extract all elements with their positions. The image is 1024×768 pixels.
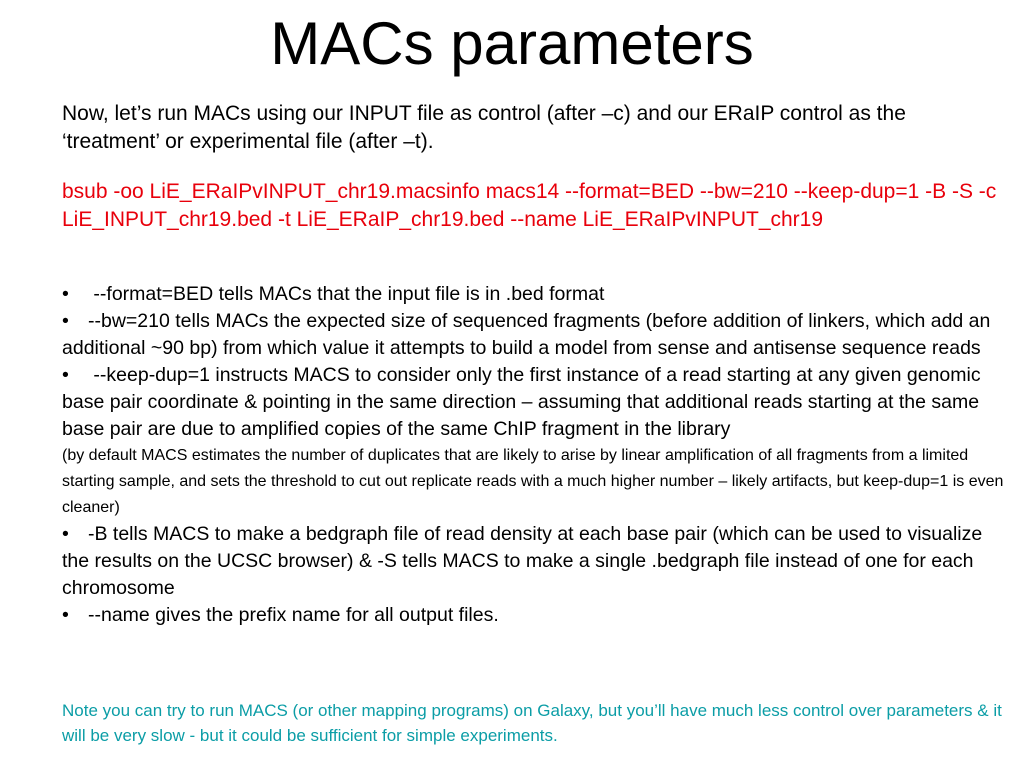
slide-title: MACs parameters bbox=[270, 10, 754, 77]
bullet-bedgraph bbox=[62, 521, 1007, 602]
bullet-keep-dup bbox=[62, 362, 1007, 443]
bullet-icon: • bbox=[62, 604, 69, 626]
bullet-text: --bw=210 tells MACs the expected size of sequenced fragments (before addition of linkers, which add an additional ~90 bp) from which value it attempts to build a model from sense and antisense sequence reads bbox=[62, 310, 991, 359]
bullet-text: --keep-dup=1 instructs MACS to consider only the first instance of a read starting at any given genomic base pair coordinate & pointing in the same direction – assuming that additional reads starting at the same base pair are due to amplified copies of the same ChIP fragment in the library bbox=[62, 364, 981, 440]
bullet-icon: • bbox=[62, 523, 69, 545]
intro-paragraph: Now, let’s run MACs using our INPUT file as control (after –c) and our ERaIP control as the ‘treatment’ or experimental file (after –t). bbox=[62, 102, 906, 153]
bullet-text: -B tells MACS to make a bedgraph file of read density at each base pair (which can be used to visualize the results on the UCSC browser) & -S tells MACS to make a single .bedgraph file instead of one for each chromosome bbox=[62, 523, 983, 599]
parameter-list bbox=[62, 281, 1007, 629]
galaxy-note: Note you can try to run MACS (or other mapping programs) on Galaxy, but you’ll have much less control over parameters & it will be very slow - but it could be sufficient for simple experiments. bbox=[62, 701, 1002, 745]
bullet-text: --name gives the prefix name for all output files. bbox=[88, 604, 499, 626]
bullet-icon: • bbox=[62, 310, 69, 332]
bullet-text: --format=BED tells MACs that the input file is in .bed format bbox=[88, 283, 605, 305]
bullet-format bbox=[62, 281, 1007, 308]
bullet-name bbox=[62, 602, 1007, 629]
bullet-icon: • bbox=[62, 283, 69, 305]
macs-command: bsub -oo LiE_ERaIPvINPUT_chr19.macsinfo macs14 --format=BED --bw=210 --keep-dup=1 -B -S -c LiE_INPUT_chr19.bed -t LiE_ERaIP_chr19.bed --name LiE_ERaIPvINPUT_chr19 bbox=[62, 180, 997, 231]
bullet-icon: • bbox=[62, 364, 69, 386]
keep-dup-note: (by default MACS estimates the number of duplicates that are likely to arise by linear amplification of all fragments from a limited starting sample, and sets the threshold to cut out replicate reads with a much higher number – likely artifacts, but keep-dup=1 is even cleaner) bbox=[62, 447, 1004, 516]
bullet-bw bbox=[62, 308, 1007, 362]
